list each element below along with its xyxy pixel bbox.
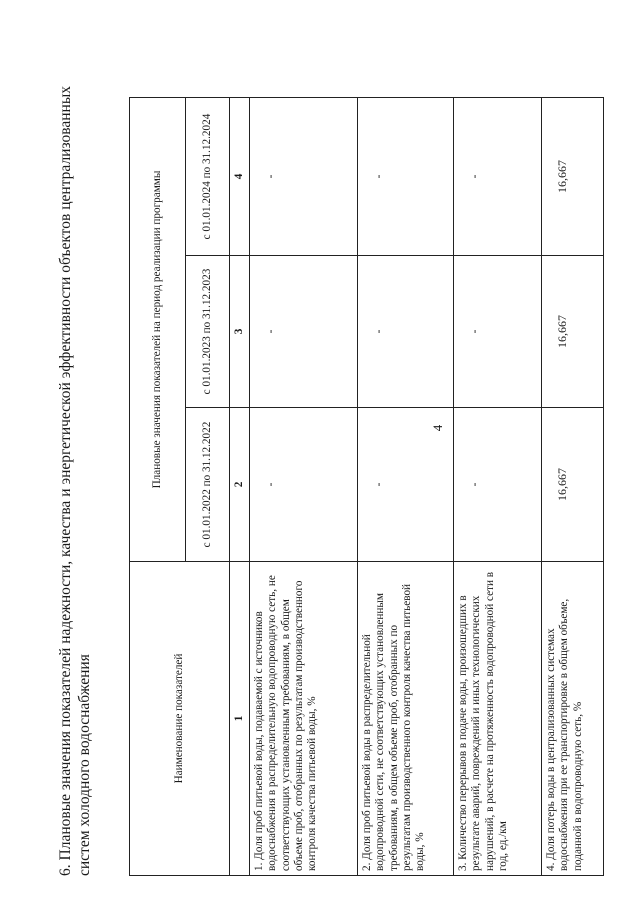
col-header-period: Плановые значения показателей на период реализации программы xyxy=(130,98,186,562)
indicator-value: 16,667 xyxy=(542,256,604,408)
col-header-name: Наименование показателей xyxy=(130,562,230,876)
indicator-value: - xyxy=(358,256,454,408)
indicator-value: - xyxy=(250,408,358,562)
col-number: 4 xyxy=(230,98,250,256)
indicator-name: 2. Доля проб питьевой воды в распределительной водопроводной сети, не соответствующих установленным требованиям, в общем объеме проб, отобранных по результатам производственного контроля качества питьевой воды, % xyxy=(358,562,454,876)
indicator-value: - xyxy=(454,98,542,256)
table-row xyxy=(454,98,542,876)
table-row xyxy=(542,98,604,876)
column-number-row xyxy=(230,98,250,876)
indicators-table xyxy=(129,97,604,876)
indicator-value: 16,667 xyxy=(542,408,604,562)
indicator-value: - xyxy=(358,98,454,256)
indicator-value: - xyxy=(454,256,542,408)
period-2022: с 01.01.2022 по 31.12.2022 xyxy=(186,408,230,562)
rotated-page-content xyxy=(56,76,616,876)
indicator-name: 4. Доля потерь воды в централизованных системах водоснабжения при ее транспортировке в общем объеме, поданной в водопроводную сеть, % xyxy=(542,562,604,876)
indicator-value: - xyxy=(250,256,358,408)
period-2023: с 01.01.2023 по 31.12.2023 xyxy=(186,256,230,408)
col-number: 2 xyxy=(230,408,250,562)
col-number: 1 xyxy=(230,562,250,876)
indicator-value: - xyxy=(358,408,454,562)
section-heading: 6. Плановые значения показателей надежности, качества и энергетической эффективности объектов централизованных систем холодного водоснабжения xyxy=(57,86,93,876)
period-2024: с 01.01.2024 по 31.12.2024 xyxy=(186,98,230,256)
indicator-name: 1. Доля проб питьевой воды, подаваемой с источников водоснабжения в распределительную водопроводную сеть, не соответствующих установленным требованиям, в общем объеме проб, отобранных по результатам производственного контроля качества питьевой воды, % xyxy=(250,562,358,876)
table-row xyxy=(250,98,358,876)
col-number: 3 xyxy=(230,256,250,408)
page-number: 4 xyxy=(430,424,445,432)
table-header-row xyxy=(130,98,186,876)
indicator-value: 16,667 xyxy=(542,98,604,256)
indicator-name: 3. Количество перерывов в подаче воды, произошедших в результате аварий, повреждений и иных технологических нарушений, в расчете на протяженность водопроводной сети в год, ед./км xyxy=(454,562,542,876)
indicator-value: - xyxy=(250,98,358,256)
indicator-value: - xyxy=(454,408,542,562)
table-row xyxy=(358,98,454,876)
